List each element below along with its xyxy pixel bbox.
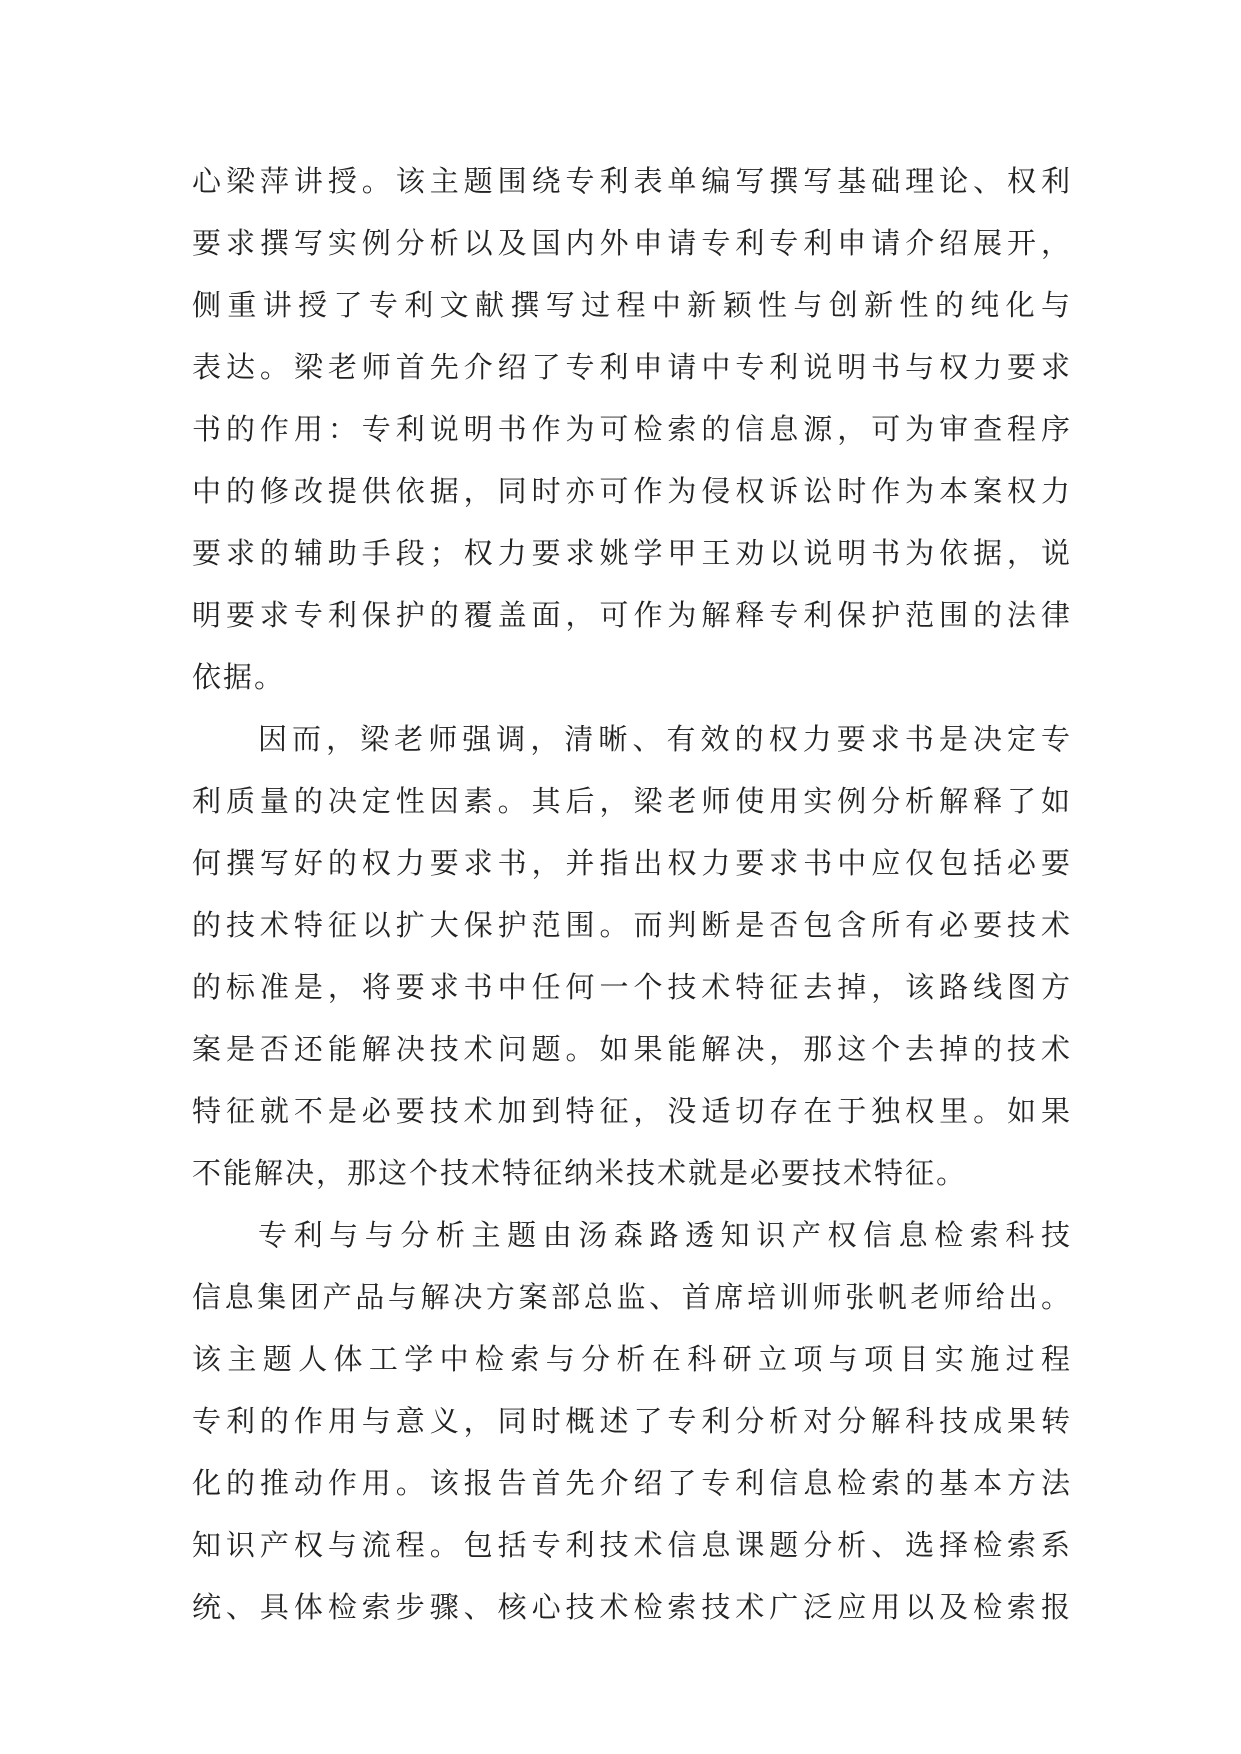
text-line: 书的作用：专利说明书作为可检索的信息源，可为审查程序 — [192, 412, 1072, 446]
text-line: 信息集团产品与解决方案部总监、首席培训师张帆老师给出。 — [192, 1280, 1072, 1314]
text-line: 知识产权与流程。包括专利技术信息课题分析、选择检索系 — [192, 1528, 1072, 1562]
text-line: 案是否还能解决技术问题。如果能解决，那这个去掉的技术 — [192, 1032, 1072, 1066]
text-line: 要求的辅助手段；权力要求姚学甲王劝以说明书为依据，说 — [192, 536, 1072, 570]
text-line: 心梁萍讲授。该主题围绕专利表单编写撰写基础理论、权利 — [192, 164, 1072, 198]
paragraph — [192, 150, 1072, 708]
text-line: 不能解决，那这个技术特征纳米技术就是必要技术特征。 — [192, 1156, 968, 1190]
text-line: 何撰写好的权力要求书，并指出权力要求书中应仅包括必要 — [192, 846, 1072, 880]
document-body — [192, 150, 1072, 1638]
text-line: 表达。梁老师首先介绍了专利申请中专利说明书与权力要求 — [192, 350, 1072, 384]
text-line: 中的修改提供依据，同时亦可作为侵权诉讼时作为本案权力 — [192, 474, 1072, 508]
text-line: 侧重讲授了专利文献撰写过程中新颖性与创新性的纯化与 — [192, 288, 1072, 322]
text-line: 明要求专利保护的覆盖面，可作为解释专利保护范围的法律 — [192, 598, 1072, 632]
text-line: 的技术特征以扩大保护范围。而判断是否包含所有必要技术 — [192, 908, 1072, 942]
text-line: 该主题人体工学中检索与分析在科研立项与项目实施过程 — [192, 1342, 1072, 1376]
text-line: 化的推动作用。该报告首先介绍了专利信息检索的基本方法 — [192, 1466, 1072, 1500]
paragraph — [192, 708, 1072, 1204]
text-line: 依据。 — [192, 660, 286, 694]
text-line: 利质量的决定性因素。其后，梁老师使用实例分析解释了如 — [192, 784, 1072, 818]
text-line: 专利的作用与意义，同时概述了专利分析对分解科技成果转 — [192, 1404, 1072, 1438]
text-line: 要求撰写实例分析以及国内外申请专利专利申请介绍展开， — [192, 226, 1072, 260]
text-line: 的标准是，将要求书中任何一个技术特征去掉，该路线图方 — [192, 970, 1072, 1004]
text-line: 专利与与分析主题由汤森路透知识产权信息检索科技 — [258, 1218, 1072, 1252]
text-line: 统、具体检索步骤、核心技术检索技术广泛应用以及检索报 — [192, 1590, 1072, 1624]
text-line: 特征就不是必要技术加到特征，没适切存在于独权里。如果 — [192, 1094, 1072, 1128]
text-line: 因而，梁老师强调，清晰、有效的权力要求书是决定专 — [258, 722, 1072, 756]
paragraph — [192, 1204, 1072, 1638]
